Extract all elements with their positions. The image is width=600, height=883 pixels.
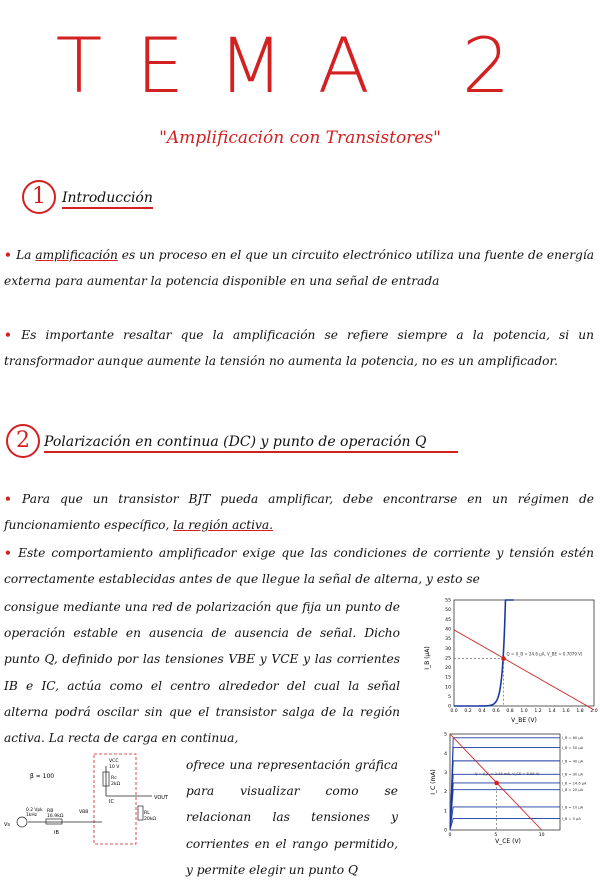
x-axis-label: V_BE (V) [511,717,537,724]
vs-amplitude: 0.2 Vpk [26,808,43,813]
bullet-icon: • [4,248,17,262]
vs-frequency: 1kHz [26,813,37,818]
y-tick-label: 0 [448,704,451,710]
vout-label: VOUT [154,795,168,801]
ic-label: IC [109,799,114,805]
bullet-icon: • [4,492,23,506]
underlined-term: la región activa. [173,518,274,533]
x-tick-label: 0.2 [464,709,472,714]
q-annotation: Q = (I_C = 2.45 mA, V_CE = 5.09 V) [474,771,540,776]
y-tick-label: 20 [445,666,451,672]
y-tick-label: 45 [445,617,451,623]
curve-label: I_B = 24.6 µA [562,781,587,786]
rl-resistor [138,806,143,820]
x-tick-label: 0.6 [492,709,500,714]
x-tick-label: 1.2 [534,709,542,714]
x-tick-label: 1.0 [520,709,528,714]
x-tick-label: 0.4 [478,709,486,714]
bullet-icon: • [4,328,22,342]
y-axis-label: I_B (µA) [424,646,431,670]
section-number-1: 1 [22,180,56,214]
rl-label: RL [144,811,150,816]
x-tick-label: 2.0 [590,709,598,714]
y-axis-label: I_C (mA) [430,769,437,795]
rl-value: 20kΩ [144,817,157,822]
y-tick-label: 0 [444,828,447,834]
y-tick-label: 5 [444,732,447,738]
x-tick-label: 10 [538,833,545,838]
section-heading-1: Introducción [62,190,153,209]
x-tick-label: 5 [494,833,498,838]
rc-value: 2kΩ [111,782,121,787]
curve-label: I_B = 60 µA [562,736,584,741]
x-tick-label: 0 [448,833,452,838]
curve-label: I_B = 10 µA [562,805,584,810]
q-point [501,656,506,661]
ib-label: IB [54,830,59,836]
y-tick-label: 2 [444,790,447,796]
s2-paragraph-4: ofrece una representación gráfica para visualizar como se relacionan las tensiones y corrientes en el rango permitido, y permite elegir un punto Q [186,758,398,877]
s1-paragraph-1: • La amplificación es un proceso en el que un circuito electrónico utiliza una fuente de energía externa para aumentar la potencia disponible en una señal de entrada [4,248,594,289]
curve-label: I_B = 20 µA [562,788,584,793]
plot-frame [450,734,560,830]
section-number-2: 2 [6,424,40,458]
s1-paragraph-2: • Es importante resaltar que la amplificación se refiere siempre a la potencia, si un transformador aunque aumente la tensión no aumenta la potencia, no es un amplificador. [4,328,594,369]
curve-label: I_B = 5 µA [562,816,581,821]
x-tick-label: 0.8 [506,709,514,714]
vs-label: Vs [4,822,11,828]
curve-label: I_B = 40 µA [562,759,584,764]
rb-resistor [46,819,62,824]
y-tick-label: 50 [445,608,451,614]
underlined-term: amplificación [35,248,118,262]
section-heading-2: Polarización en continua (DC) y punto de operación Q [44,434,458,453]
vcc-label: VCC [109,759,119,764]
curve-label: I_B = 30 µA [562,772,584,777]
rb-label: RB [47,809,54,814]
s2-paragraph-3: consigue mediante una red de polarización que fija un punto de operación estable en ausencia de ausencia de señal. Dicho punto Q, definido por las tensiones VBE y VCE y las corrientes IB e IC, actúa como el centro alrededor del cual la señal alterna podrá oscilar sin que el transistor salga de la región activa. La recta de carga en continua, [4,600,400,746]
x-tick-label: 1.8 [576,709,584,714]
s2-paragraph-1: • Para que un transistor BJT pueda amplificar, debe encontrarse en un régimen de funcionamiento específico, la región activa. [4,492,594,533]
x-axis-label: V_CE (V) [495,838,521,845]
ib-vbe-chart [420,596,598,724]
source-icon [17,817,27,827]
s2-paragraph-2: • Este comportamiento amplificador exige que las condiciones de corriente y tensión estén correctamente establecidas antes de que llegue la señal de alterna, y esto se [4,546,594,587]
y-tick-label: 35 [445,637,451,643]
q-annotation: Q = (I_B = 24.6 µA, V_BE = 0.7079 V) [506,651,583,657]
rc-label: Rc [111,776,117,781]
bullet-icon: • [4,546,19,560]
y-tick-label: 4 [444,751,447,757]
y-tick-label: 40 [445,627,451,633]
q-point [494,781,499,786]
vbb-label: VBB [79,810,89,815]
rb-value: 16.9kΩ [47,814,64,819]
y-tick-label: 55 [445,598,451,604]
vcc-value: 10 V [109,765,120,770]
y-tick-label: 25 [445,656,451,662]
y-tick-label: 15 [445,675,451,681]
y-tick-label: 3 [444,771,447,776]
amplifier-circuit [2,752,184,846]
y-tick-label: 1 [444,809,447,815]
y-tick-label: 5 [448,694,451,700]
x-tick-label: 1.6 [562,709,570,714]
page-subtitle: "Amplificación con Transistores" [159,128,441,148]
x-tick-label: 1.4 [548,709,556,714]
y-tick-label: 10 [445,685,451,691]
ic-vce-chart [428,728,598,846]
y-tick-label: 30 [445,646,451,652]
page-title: TEMA 2 [55,21,545,110]
beta-label: β = 100 [30,773,55,780]
x-tick-label: 0.0 [450,709,458,714]
curve-label: I_B = 50 µA [562,745,584,750]
